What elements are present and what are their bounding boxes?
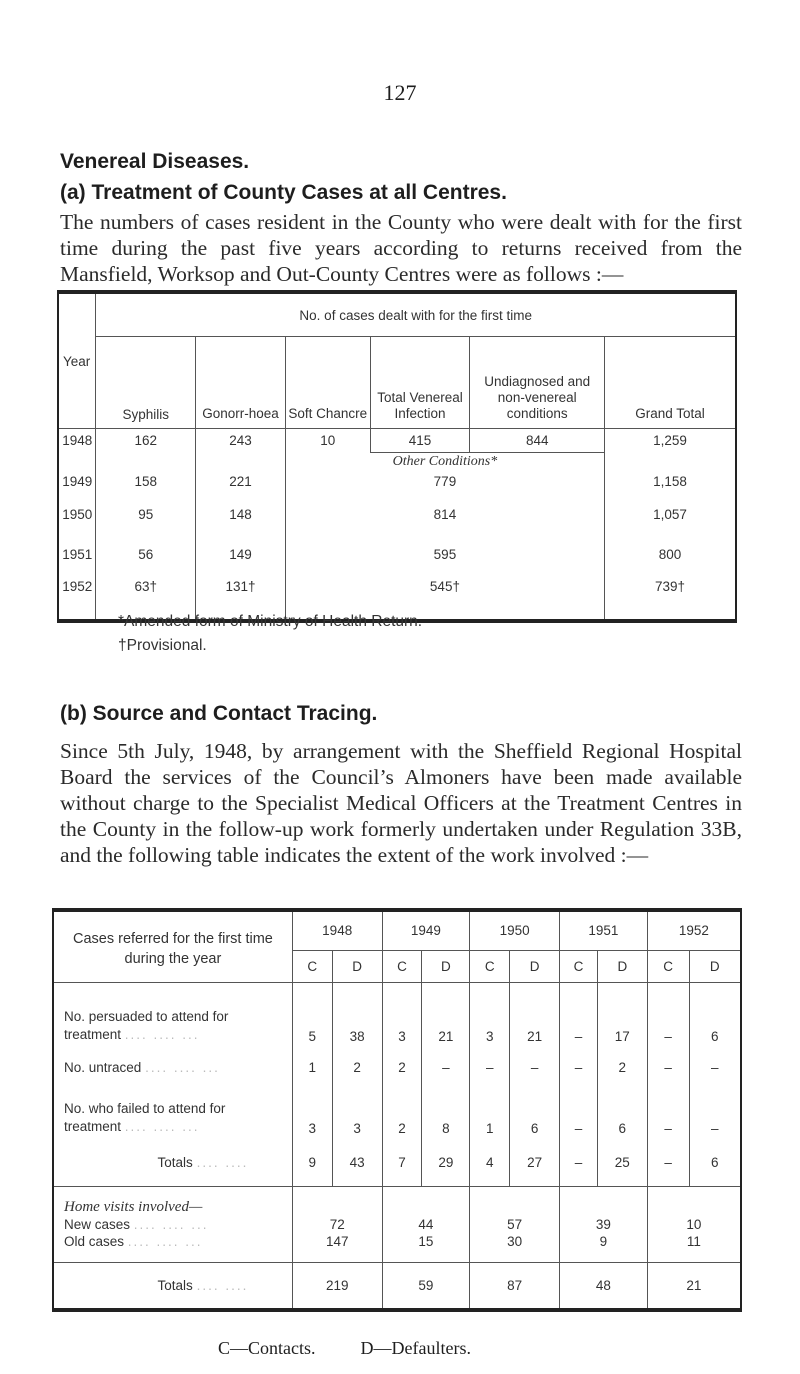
- value-cell: –: [422, 1048, 470, 1086]
- value-cell: 48: [560, 1262, 648, 1310]
- value-cell: 4: [470, 1140, 510, 1186]
- sub-header-c: C: [647, 950, 689, 982]
- totals-row: [53, 1140, 741, 1186]
- value-cell: 5: [292, 982, 332, 1048]
- contact-tracing-table: [52, 908, 742, 1312]
- table-row: [58, 493, 736, 537]
- year-header-1948: 1948: [292, 910, 382, 950]
- visits-totals-row: [53, 1262, 741, 1310]
- grand-total-header: Grand Total: [605, 337, 736, 429]
- year-cell: 1951: [58, 537, 96, 573]
- cases-by-year-table: [57, 290, 737, 623]
- row-label: No. untraced .... .... ...: [53, 1048, 292, 1086]
- footnote-provisional: †Provisional.: [118, 637, 207, 654]
- value-cell: 9: [292, 1140, 332, 1186]
- value-cell: 3: [382, 982, 422, 1048]
- year-header: Year: [58, 292, 96, 429]
- sub-header-d: D: [510, 950, 560, 982]
- value-cell: –: [711, 1059, 719, 1075]
- value-cell: 29: [422, 1140, 470, 1186]
- row-label: No. who failed to attend for treatment .... .... ...: [53, 1086, 292, 1140]
- page-number: 127: [383, 80, 417, 105]
- value-cell: –: [560, 1086, 598, 1140]
- value-cell: 43: [332, 1140, 382, 1186]
- gonorrhoea-cell: 148: [196, 493, 286, 537]
- syphilis-header: Syphilis: [96, 337, 196, 429]
- total-venereal-cell: 415: [370, 429, 470, 453]
- home-visits-1951: 39 9: [560, 1186, 648, 1262]
- value-cell: 17: [597, 982, 647, 1048]
- year-header-1952: 1952: [647, 910, 741, 950]
- undiagnosed-cell: 844: [470, 429, 605, 453]
- year-cell: 1952: [58, 573, 96, 621]
- value-cell: 25: [597, 1140, 647, 1186]
- value-cell: 6: [597, 1086, 647, 1140]
- section-b-title: (b) Source and Contact Tracing.: [60, 702, 378, 725]
- value-cell: 6: [689, 1140, 741, 1186]
- gonorrhoea-header: Gonorr-hoea: [196, 337, 286, 429]
- value-cell: 3: [332, 1086, 382, 1140]
- grand-total-cell: 1,057: [653, 507, 687, 522]
- total-venereal-header: Total Venereal Infection: [370, 337, 470, 429]
- year-header-1951: 1951: [560, 910, 648, 950]
- table-row: [53, 1086, 741, 1140]
- year-cell: 1948: [58, 429, 96, 453]
- legend: C—Contacts. D—Defaulters.: [218, 1338, 471, 1358]
- other-cell: 814: [285, 493, 604, 537]
- home-visits-1948: 72 147: [292, 1186, 382, 1262]
- value-cell: 7: [382, 1140, 422, 1186]
- gonorrhoea-cell: 131†: [196, 573, 286, 621]
- value-cell: 2: [597, 1048, 647, 1086]
- value-cell: 219: [292, 1262, 382, 1310]
- other-cell: 545†: [285, 573, 604, 621]
- value-cell: 21: [422, 982, 470, 1048]
- value-cell: 6: [711, 1029, 719, 1044]
- value-cell: 6: [510, 1086, 560, 1140]
- section-a-title: (a) Treatment of County Cases at all Centres.: [60, 181, 507, 204]
- other-conditions-note: Other Conditions*: [285, 453, 604, 471]
- home-visits-1950: 57 30: [470, 1186, 560, 1262]
- home-visits-1952: 10 11: [647, 1186, 741, 1262]
- grand-total-cell: 739†: [654, 578, 686, 594]
- row-label: Totals .... ....: [53, 1140, 292, 1186]
- sub-header-c: C: [292, 950, 332, 982]
- syphilis-cell: 162: [96, 429, 196, 453]
- section-b-intro: Since 5th July, 1948, by arrangement with the Sheffield Regional Hospital Board the services of the Council’s Almoners have been made available without charge to the Specialist Medical Officers at the Treatment Centres in the County in the follow-up work formerly undertaken under Regulation 33B, and the following table indicates the extent of the work involved :—: [60, 739, 742, 867]
- value-cell: 38: [332, 982, 382, 1048]
- value-cell: 1: [470, 1086, 510, 1140]
- syphilis-cell: 95: [96, 493, 196, 537]
- value-cell: 27: [510, 1140, 560, 1186]
- value-cell: 2: [382, 1048, 422, 1086]
- section-a-intro: The numbers of cases resident in the County who were dealt with for the first time during the past five years according to returns received from the Mansfield, Worksop and Out-County Centres were as follows :—: [60, 210, 742, 286]
- gonorrhoea-cell: 243: [196, 429, 286, 453]
- table-row: [53, 982, 741, 1048]
- group-header: No. of cases dealt with for the first time: [96, 292, 736, 337]
- grand-total-cell: 1,158: [653, 474, 687, 489]
- table-row: [58, 429, 736, 453]
- value-cell: 3: [292, 1086, 332, 1140]
- value-cell: –: [711, 1121, 719, 1136]
- year-cell: 1950: [58, 493, 96, 537]
- sub-header-c: C: [560, 950, 598, 982]
- sub-header-c: C: [382, 950, 422, 982]
- row-label: Totals .... ....: [53, 1262, 292, 1310]
- value-cell: 3: [470, 982, 510, 1048]
- undiagnosed-header: Undiagnosed and non-venereal conditions: [470, 337, 605, 429]
- value-cell: –: [510, 1048, 560, 1086]
- value-cell: –: [647, 1086, 689, 1140]
- sub-header-d: D: [332, 950, 382, 982]
- value-cell: –: [647, 982, 689, 1048]
- other-cell: 595: [285, 537, 604, 573]
- home-visits-row: [53, 1186, 741, 1262]
- table-row: [53, 1048, 741, 1086]
- home-visits-label: Home visits involved— New cases .... .... ... Old cases .... .... ...: [53, 1186, 292, 1262]
- syphilis-cell: 56: [96, 537, 196, 573]
- value-cell: 2: [332, 1048, 382, 1086]
- section-heading: Venereal Diseases.: [60, 150, 250, 173]
- value-cell: 21: [686, 1277, 702, 1293]
- sub-header-c: C: [470, 950, 510, 982]
- value-cell: 59: [382, 1262, 470, 1310]
- value-cell: 2: [382, 1086, 422, 1140]
- home-visits-1949: 44 15: [382, 1186, 470, 1262]
- year-header-1950: 1950: [470, 910, 560, 950]
- value-cell: –: [560, 1140, 598, 1186]
- sub-header-d: D: [689, 950, 741, 982]
- value-cell: –: [647, 1140, 689, 1186]
- value-cell: 87: [470, 1262, 560, 1310]
- gonorrhoea-cell: 149: [196, 537, 286, 573]
- syphilis-cell: 63†: [96, 573, 196, 621]
- value-cell: 8: [422, 1086, 470, 1140]
- row-label: No. persuaded to attend for treatment .... .... ...: [53, 982, 292, 1048]
- value-cell: –: [470, 1048, 510, 1086]
- soft-chancre-cell: 10: [285, 429, 370, 453]
- footnote-amended: *Amended form of Ministry of Health Return.: [118, 613, 423, 630]
- label-header: Cases referred for the first time during the year: [53, 910, 292, 982]
- gonorrhoea-cell: 221: [196, 471, 286, 493]
- value-cell: –: [560, 982, 598, 1048]
- value-cell: –: [647, 1048, 689, 1086]
- other-cell: 779: [285, 471, 604, 493]
- year-header-1949: 1949: [382, 910, 470, 950]
- table-row: [58, 471, 736, 493]
- sub-header-d: D: [422, 950, 470, 982]
- value-cell: –: [560, 1048, 598, 1086]
- grand-total-cell: 1,259: [653, 433, 687, 449]
- sub-header-d: D: [597, 950, 647, 982]
- soft-chancre-header: Soft Chancre: [285, 337, 370, 429]
- grand-total-cell: 800: [658, 547, 682, 562]
- value-cell: 1: [292, 1048, 332, 1086]
- table-row: [58, 537, 736, 573]
- syphilis-cell: 158: [96, 471, 196, 493]
- value-cell: 21: [510, 982, 560, 1048]
- year-cell: 1949: [58, 471, 96, 493]
